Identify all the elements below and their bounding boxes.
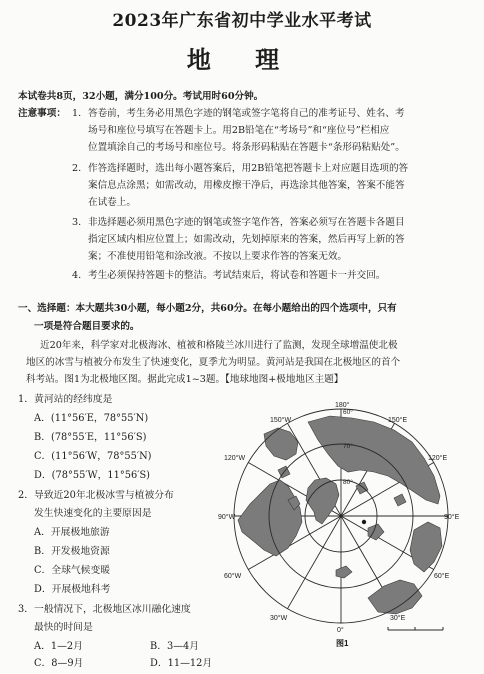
question-3-stem-line-2: 最快的时间是 [34,622,93,633]
passage-line-2: 地区的冰雪与植被分布发生了快速变化，夏季尤为明显。黄河站是我国在北极地区的首个 [26,357,401,368]
lon-label-180: 180° [335,402,350,409]
notice-item-4-num: 4. [72,270,82,281]
lon-label-120e: 120°E [428,455,448,462]
notice-label: 注意事项： [18,108,66,119]
question-2-stem-line-1: 2．导致近20年北极冰雪与植被分布 [18,490,174,501]
lon-label-120w: 120°W [224,455,246,462]
huanghe-station-marker [362,520,366,524]
europe-landmass [368,580,422,614]
lon-label-60w: 60°W [224,573,242,580]
notice-item-3-line-2: 指定区域内相应位置上；如需改动，先划掉原来的答案，然后再写上新的答 [88,234,405,245]
scale-bar [388,627,443,630]
figure-caption: 图1 [336,639,349,648]
lon-label-30w: 30°W [270,615,288,622]
lat-label-70: 70° [343,443,353,450]
question-3-stem-line-1: 3．一般情况下，北极地区冰川融化速度 [18,604,191,615]
notice-item-3-line-1: 非选择题必须用黑色字迹的钢笔或签字笔作答，答案必须写在答题卡各题目 [88,217,405,228]
notice-item-2-line-2: 案信息点涂黑；如需改动，用橡皮擦干净后，再选涂其他答案，答案不能答 [88,180,405,191]
lat-label-80: 80° [343,479,353,486]
notice-item-2-line-3: 在试卷上。 [88,197,136,208]
exam-title: 2023年广东省初中学业水平考试 [112,11,372,31]
notice-item-1-line-3: 位置填涂自己的考场号和座位号。将条形码粘贴在答题卡“条形码粘贴处”。 [88,142,405,153]
lon-label-0: 0° [337,627,344,634]
notice-item-1-num: 1. [72,108,82,119]
exam-intro: 本试卷共8页，32小题，满分100分。考试用时60分钟。 [18,91,264,102]
question-1-option-a: A．(11°56′E，78°55′N) [34,413,149,424]
question-1-stem: 1．黄河站的经纬度是 [18,394,113,405]
passage-line-1: 近20年来，科学家对北极海冰、植被和格陵兰冰川进行了监测，发现全球增温使北极 [40,340,398,351]
notice-item-2-num: 2. [72,163,82,174]
iceland-landmass [336,566,352,578]
notice-item-3-line-3: 案；不准使用铅笔和涂改液。不按以上要求作答的答案无效。 [88,251,348,262]
question-2-option-d: D．开展极地科考 [34,584,111,595]
lon-label-60e: 60°E [434,573,450,580]
question-3-option-b: B．3—4月 [150,641,200,652]
question-1-option-c: C．(11°56′W，78°55′N) [34,451,152,462]
notice-item-1-line-1: 答卷前，考生务必用黑色字迹的钢笔或签字笔将自己的准考证号、姓名、考 [88,108,405,119]
arctic-map-figure [218,400,464,650]
scandinavia-landmass [410,522,442,572]
lon-label-150e: 150°E [388,417,408,424]
question-2-stem-line-2: 发生快速变化的主要原因是 [34,508,152,519]
question-1-option-d: D．(78°55′W，11°56′S) [34,470,150,481]
section-header-line-1: 一、选择题：本大题共30小题，每小题2分，共60分。在每小题给出的四个选项中，只有 [18,303,397,314]
section-header-line-2: 一项是符合题目要求的。 [34,321,140,332]
subject-title: 地 理 [186,45,298,74]
question-3-option-d: D．11—12月 [150,658,213,669]
question-2-option-a: A．开展极地旅游 [34,527,110,538]
lon-label-90w: 90°W [218,514,236,521]
question-3-option-c: C．8—9月 [34,658,84,669]
lat-label-60: 60° [343,409,353,416]
notice-item-3-num: 3. [72,217,82,228]
lon-label-30e: 30°E [390,615,406,622]
question-2-option-c: C．全球气候变暖 [34,565,111,576]
canada-landmass [238,480,302,556]
question-3-option-a: A．1—2月 [34,641,83,652]
svalbard-landmass [368,524,384,540]
notice-item-4-line-1: 考生必须保持答题卡的整洁。考试结束后，将试卷和答题卡一并交回。 [88,270,386,281]
notice-item-1-line-2: 场号和座位号填写在答题卡上。用2B铅笔在“考场号”和“座位号”栏相应 [88,125,390,136]
notice-item-2-line-1: 作答选择题时，选出每小题答案后，用2B铅笔把答题卡上对应题目选项的答 [88,163,409,174]
question-1-option-b: B．(78°55′E，11°56′S) [34,432,147,443]
passage-line-3: 科考站。图1为北极地区图。据此完成1~3题。【地球地图+极地地区主题】 [26,374,344,385]
lon-label-150w: 150°W [270,417,292,424]
lon-label-90e: 90°E [444,514,460,521]
question-2-option-b: B．开发极地资源 [34,546,110,557]
